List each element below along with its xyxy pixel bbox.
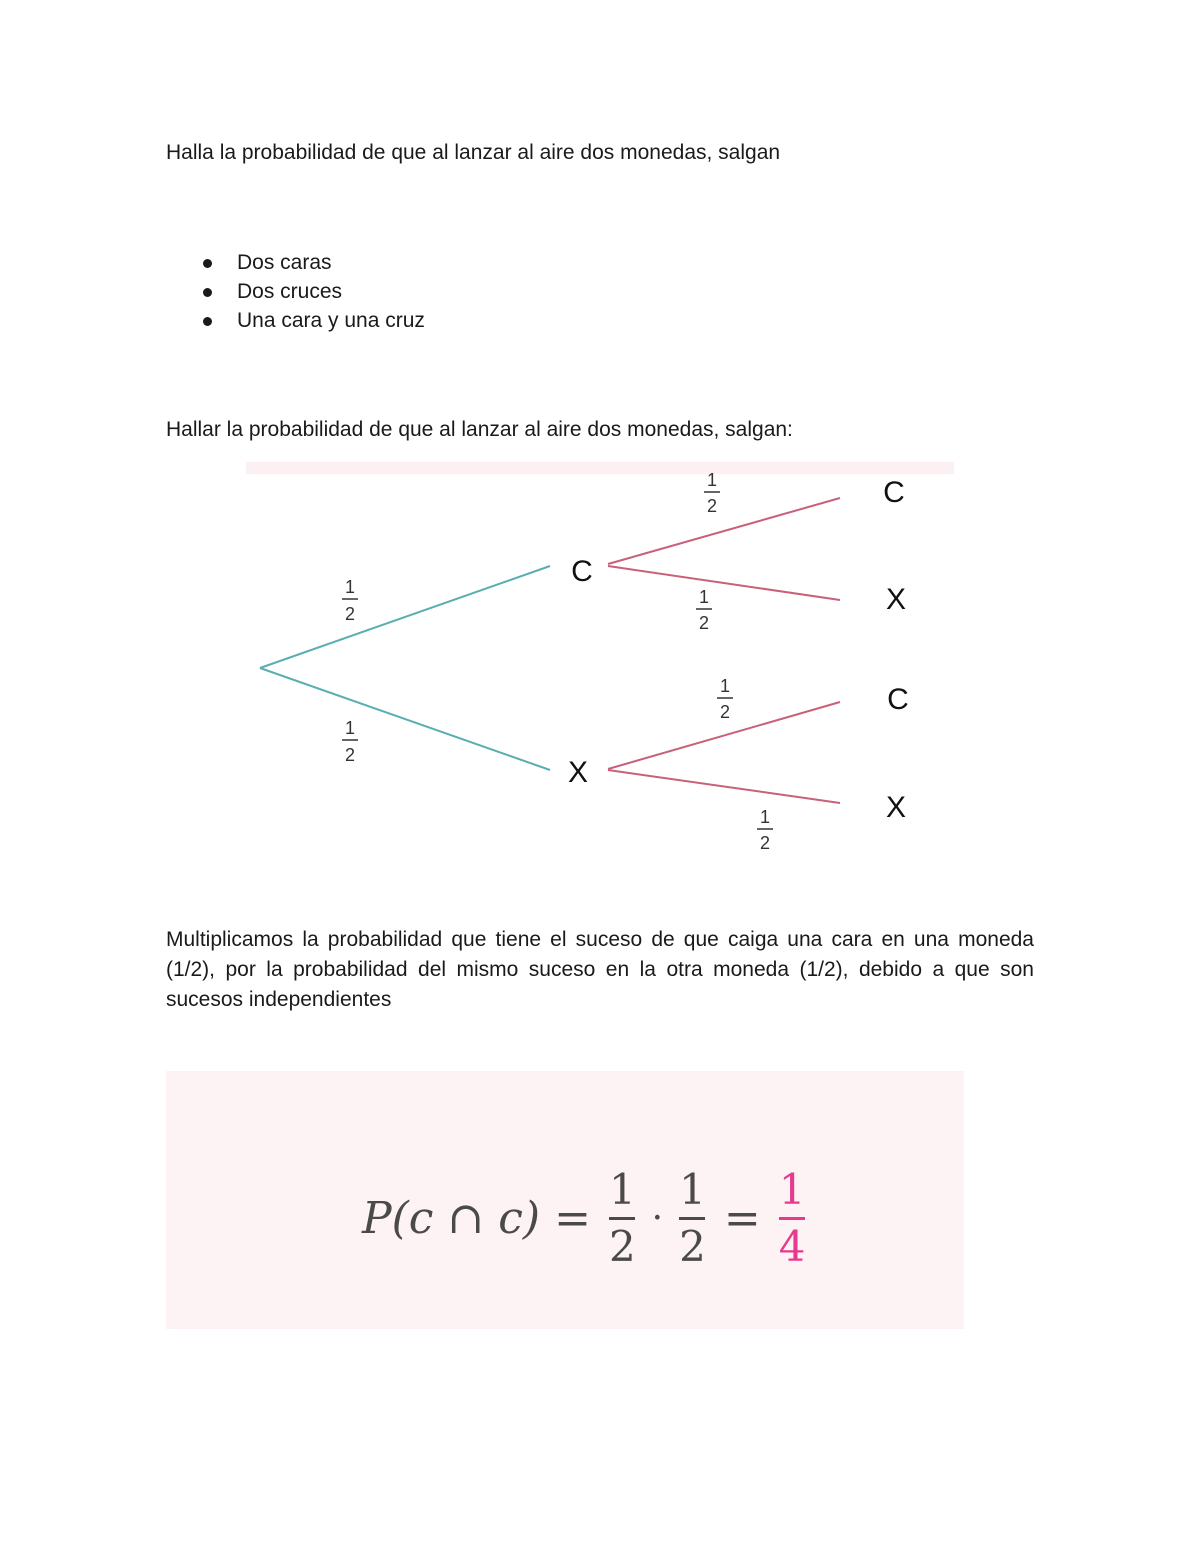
option-label: Dos caras [237,251,332,274]
prob-den: 2 [344,604,356,624]
fraction-result [778,1164,806,1271]
option-label: Dos cruces [237,280,343,303]
fraction-factor-1 [608,1164,636,1271]
fraction-bar [609,1217,635,1220]
branch-c-to-x [608,566,840,600]
branch-x-to-x [608,770,840,803]
prob-num: 1 [706,470,718,490]
prob-den: 2 [719,702,731,722]
branch-root-to-c [260,566,550,668]
prob-num: 1 [344,577,356,597]
fraction-numerator: 1 [679,1164,706,1214]
branch-c-to-c [608,498,840,564]
fraction-numerator: 1 [608,1164,636,1214]
equals-sign: = [554,1192,591,1244]
prob-den: 2 [344,745,356,765]
list-item [166,277,425,306]
node-label-x: X [567,756,589,789]
fraction-numerator: 1 [778,1164,806,1214]
fraction-bar [679,1217,705,1220]
bullet-icon [203,259,212,268]
fraction-factor-2 [679,1164,706,1271]
explanation-text: Multiplicamos la probabilidad que tiene el suceso de que caiga una cara en una moneda (1/2), por la probabilidad del mismo suceso en la otra moneda (1/2), debido a que son sucesos independientes [166,928,1034,1011]
node-label-c: C [571,555,593,588]
probability-tree [246,462,954,870]
probability-tree-svg [246,462,954,870]
fraction-denominator: 2 [679,1221,706,1271]
fraction-bar [779,1217,805,1220]
prob-num: 1 [698,587,710,607]
list-item [166,306,425,335]
prob-num: 1 [759,807,771,827]
bullet-icon [203,317,212,326]
branch-root-to-x [260,668,550,770]
options-list [166,248,425,335]
leaf-label-x: X [885,583,907,616]
question-text: Halla la probabilidad de que al lanzar al aire dos monedas, salgan [166,141,781,164]
prob-num: 1 [719,676,731,696]
bullet-icon [203,288,212,297]
option-label: Una cara y una cruz [237,309,425,332]
prob-den: 2 [759,833,771,853]
leaf-label-c: C [887,683,909,716]
list-item [166,248,425,277]
prob-den: 2 [698,613,710,633]
formula-lhs: P(c ∩ c) [362,1192,541,1244]
leaf-label-c: C [883,476,905,509]
tree-top-strip [246,462,954,474]
formula-box [166,1071,964,1329]
question-repeat-text: Hallar la probabilidad de que al lanzar al aire dos monedas, salgan: [166,418,793,441]
multiply-dot: · [651,1197,664,1239]
prob-num: 1 [344,718,356,738]
probability-formula [362,1163,809,1273]
equals-sign: = [723,1192,761,1244]
fraction-denominator: 4 [778,1221,806,1271]
leaf-label-x: X [885,791,907,824]
fraction-denominator: 2 [608,1221,636,1271]
prob-den: 2 [706,496,718,516]
